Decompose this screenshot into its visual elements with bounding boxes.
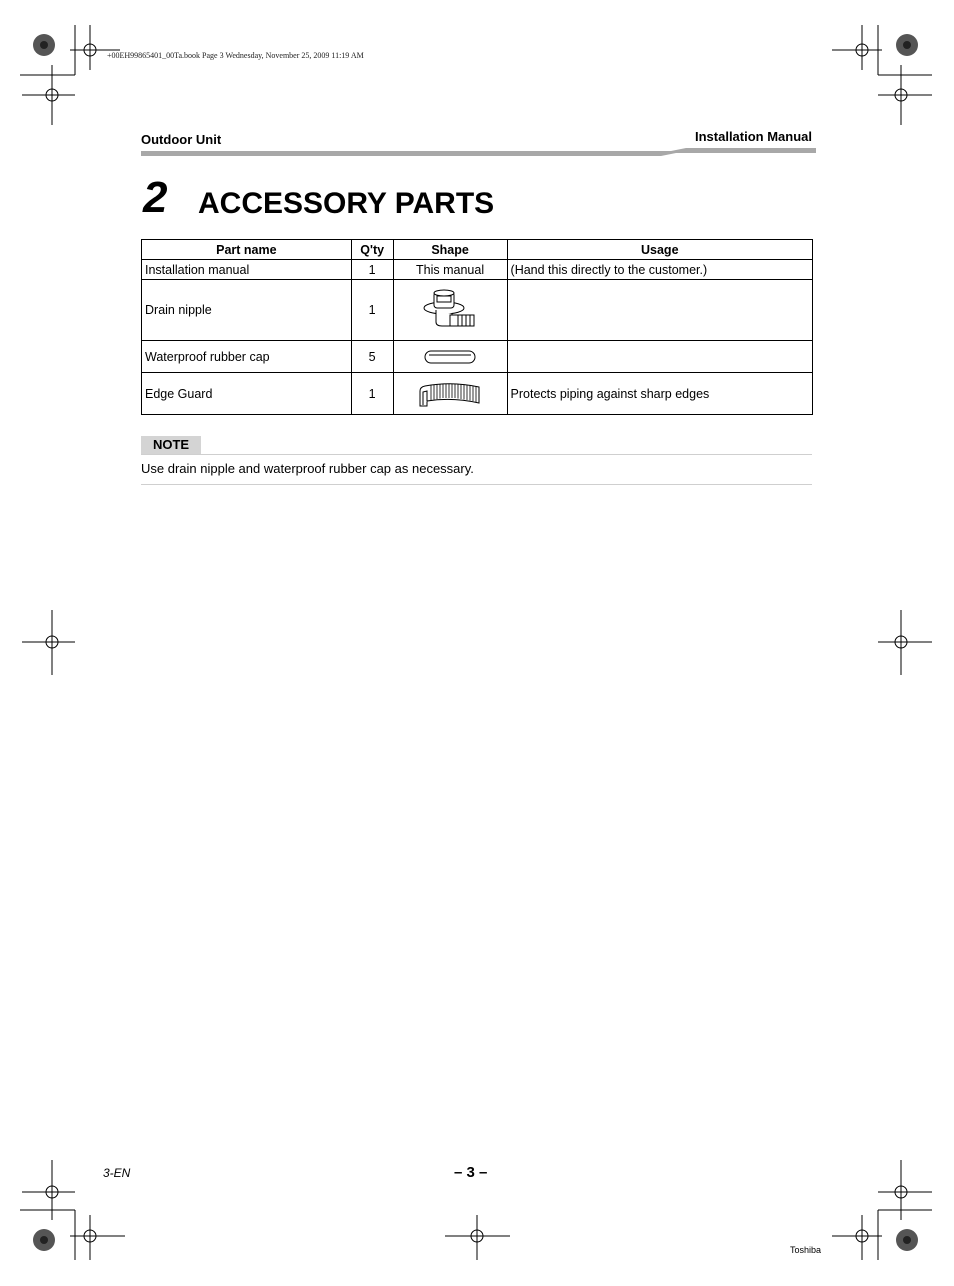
usage-cell [507,280,812,341]
table-row [142,373,813,415]
header-right-title: Installation Manual [694,129,812,144]
section-number: 2 [143,173,168,222]
note-divider-top [141,454,812,455]
accessory-parts-table [141,239,813,415]
column-header-usage: Usage [507,240,812,260]
footer-page-code: 3-EN [103,1166,131,1180]
note-label: NOTE [141,436,201,454]
rubber-cap-icon [422,348,478,366]
note-divider-bottom [141,484,812,485]
section-title: ACCESSORY PARTS [198,187,495,220]
shape-cell [393,373,507,415]
drain-nipple-icon [420,288,480,332]
table-row [142,341,813,373]
usage-cell [507,341,812,373]
part-name-cell: Installation manual [142,260,352,280]
usage-cell: Protects piping against sharp edges [507,373,812,415]
footer-brand: Toshiba [790,1245,822,1255]
edge-guard-icon [417,379,483,409]
qty-cell: 1 [351,260,393,280]
book-info-line: +00EH99865401_00Ta.book Page 3 Wednesday, November 25, 2009 11:19 AM [107,51,364,60]
table-header-row [142,240,813,260]
table-row [142,280,813,341]
part-name-cell: Waterproof rubber cap [142,341,352,373]
qty-cell: 5 [351,341,393,373]
qty-cell: 1 [351,280,393,341]
part-name-cell: Drain nipple [142,280,352,341]
table-row [142,260,813,280]
shape-cell [393,341,507,373]
qty-cell: 1 [351,373,393,415]
header-rule [141,148,816,157]
part-name-cell: Edge Guard [142,373,352,415]
note-text: Use drain nipple and waterproof rubber cap as necessary. [141,461,474,476]
header-left-title: Outdoor Unit [141,132,222,147]
column-header-part-name: Part name [142,240,352,260]
footer-page-number: – 3 – [454,1164,488,1181]
shape-cell: This manual [393,260,507,280]
column-header-shape: Shape [393,240,507,260]
shape-cell [393,280,507,341]
usage-cell: (Hand this directly to the customer.) [507,260,812,280]
column-header-qty: Q'ty [351,240,393,260]
